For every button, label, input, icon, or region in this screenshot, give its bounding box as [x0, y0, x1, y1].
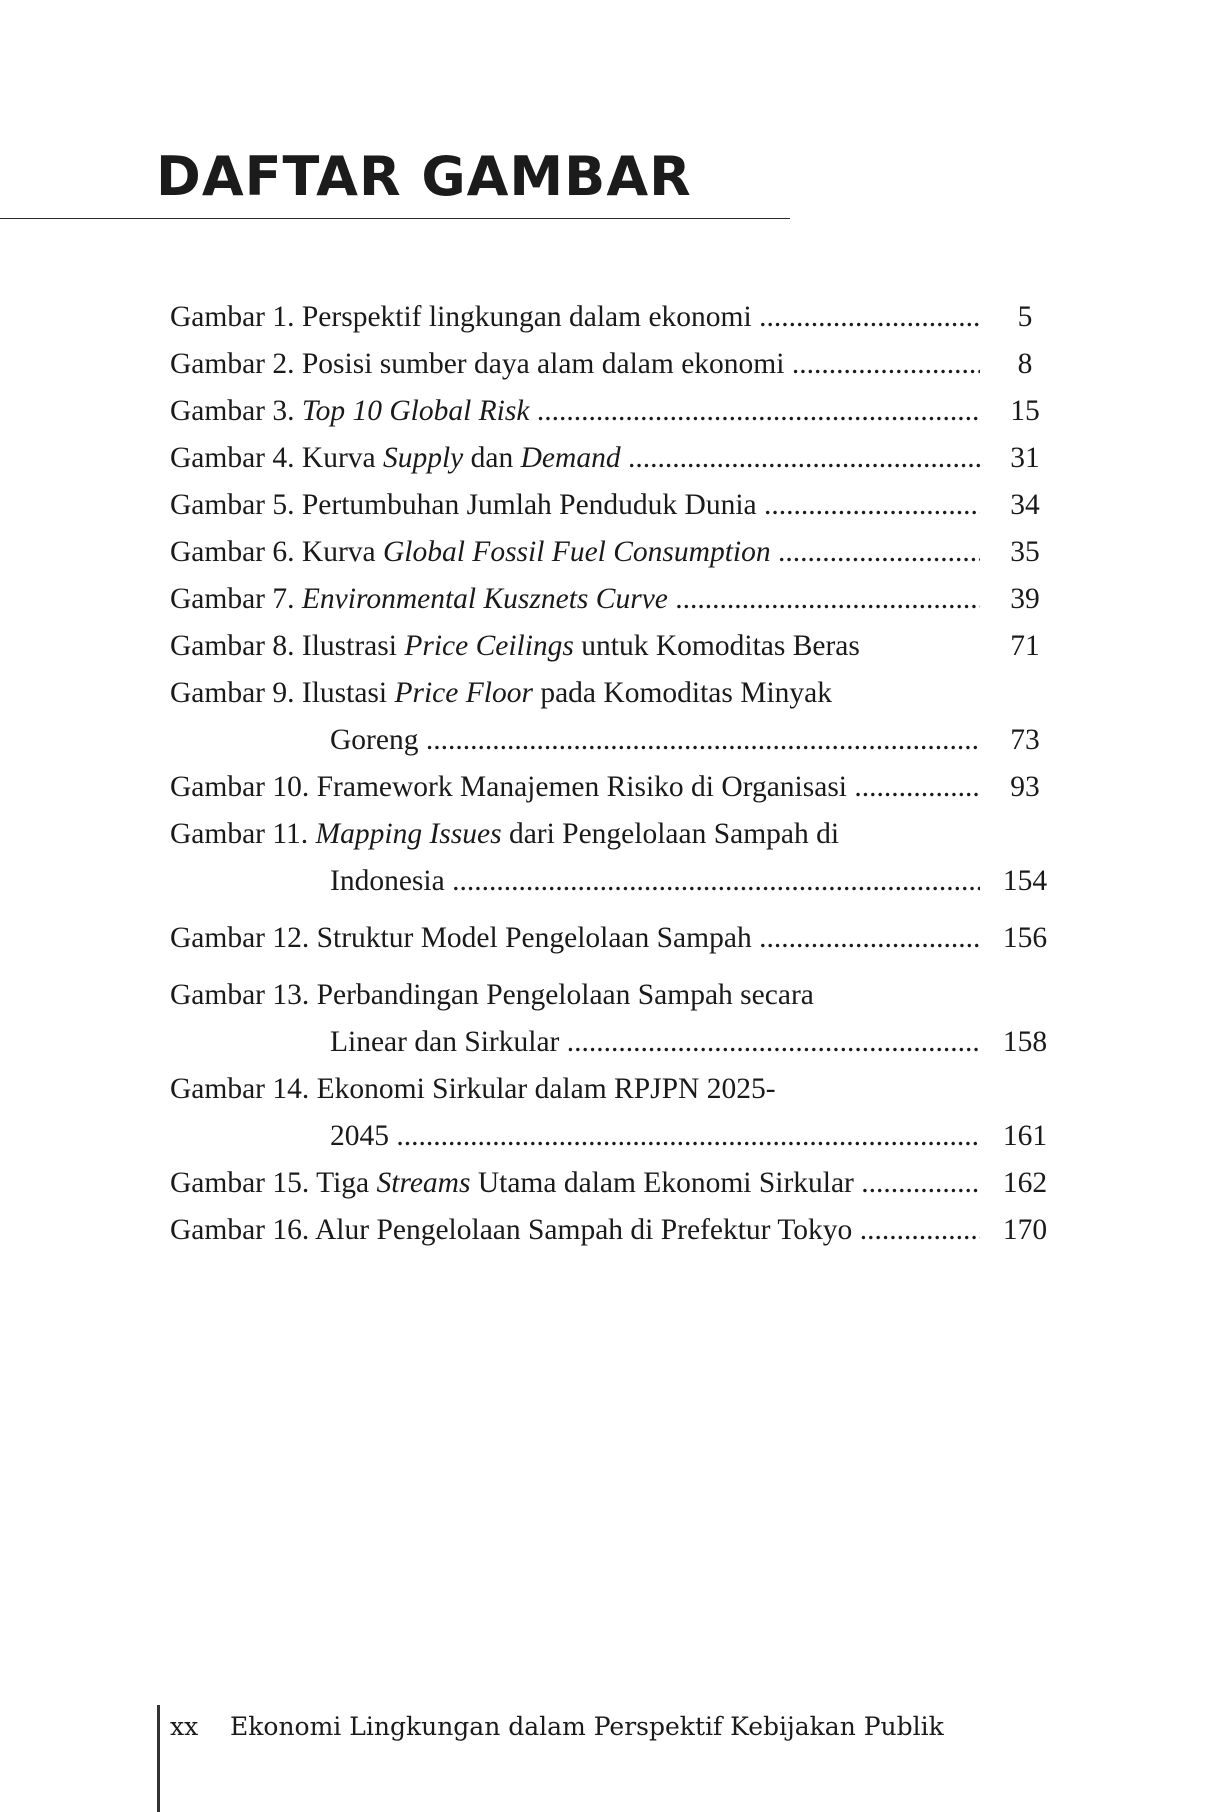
toc-entry-title: Gambar 10. Framework Manajemen Risiko di Organisasi .....: [170, 764, 980, 811]
toc-entry[interactable]: [170, 341, 1070, 388]
toc-entry-page: 31: [1010, 442, 1040, 474]
toc-entry-title: Gambar 4. Kurva Supply dan Demand .....: [170, 435, 980, 482]
toc-entry-page: 73: [1010, 724, 1040, 756]
toc-entry-title: Gambar 13. Perbandingan Pengelolaan Sampah secara: [170, 979, 814, 1011]
toc-entry[interactable]: [170, 294, 1070, 341]
toc-entry-continuation[interactable]: [170, 1113, 1070, 1160]
toc-entry-title: Gambar 3. Top 10 Global Risk .....: [170, 388, 980, 435]
toc-entry-title-continuation: Indonesia .....: [330, 858, 980, 905]
toc-entry-first-line[interactable]: [170, 1066, 1070, 1113]
title-underline: [0, 218, 790, 219]
toc-entry-page: 34: [1010, 489, 1040, 521]
toc-entry-title: Gambar 12. Struktur Model Pengelolaan Sampah .....: [170, 915, 980, 962]
toc-entry[interactable]: [170, 1207, 1070, 1254]
toc-entry-title: Gambar 5. Pertumbuhan Jumlah Penduduk Dunia .....: [170, 482, 980, 529]
toc-entry-continuation[interactable]: [170, 858, 1070, 905]
toc-entry-first-line[interactable]: [170, 670, 1070, 717]
toc-entry-title-continuation: Linear dan Sirkular .....: [330, 1019, 980, 1066]
toc-entry-page: 39: [1010, 583, 1040, 615]
toc-entry-continuation[interactable]: [170, 1019, 1070, 1066]
toc-entry-title: Gambar 2. Posisi sumber daya alam dalam ekonomi .....: [170, 341, 980, 388]
toc-entry-title: Gambar 1. Perspektif lingkungan dalam ekonomi .....: [170, 294, 980, 341]
toc-entry-page: 15: [1010, 395, 1040, 427]
running-footer: [170, 1712, 944, 1741]
toc-entry[interactable]: [170, 388, 1070, 435]
toc-entry-page: 161: [1002, 1120, 1048, 1152]
toc-entry[interactable]: [170, 764, 1070, 811]
footer-book-title: Ekonomi Lingkungan dalam Perspektif Kebijakan Publik: [230, 1712, 944, 1741]
toc-entry-title: Gambar 11. Mapping Issues dari Pengelolaan Sampah di: [170, 818, 840, 850]
footer-margin-bar: [157, 1705, 160, 1812]
toc-entry-page: 156: [1002, 922, 1048, 954]
toc-entry-title: Gambar 15. Tiga Streams Utama dalam Ekonomi Sirkular .....: [170, 1160, 980, 1207]
toc-entry-title-continuation: 2045 .....: [330, 1113, 980, 1160]
page-title: DAFTAR GAMBAR: [156, 145, 692, 208]
toc-entry[interactable]: [170, 576, 1070, 623]
toc-entry-title-continuation: Goreng .....: [330, 717, 980, 764]
toc-entry-continuation[interactable]: [170, 717, 1070, 764]
toc-entry-page: 158: [1002, 1026, 1048, 1058]
toc-entry-page: 154: [1002, 865, 1048, 897]
toc-entry-title: Gambar 9. Ilustasi Price Floor pada Komoditas Minyak: [170, 677, 833, 709]
toc-entry[interactable]: [170, 529, 1070, 576]
toc-entry-title: Gambar 8. Ilustrasi Price Ceilings untuk Komoditas Beras: [170, 630, 860, 662]
toc-entry-first-line[interactable]: [170, 972, 1070, 1019]
toc-entry-first-line[interactable]: [170, 811, 1070, 858]
toc-entry-page: 71: [1010, 630, 1040, 662]
toc-entry[interactable]: [170, 1160, 1070, 1207]
toc-entry[interactable]: [170, 915, 1070, 962]
toc-entry-page: 170: [1002, 1214, 1048, 1246]
toc-entry-title: Gambar 16. Alur Pengelolaan Sampah di Prefektur Tokyo .....: [170, 1207, 980, 1254]
toc-entry-title: Gambar 7. Environmental Kusznets Curve .....: [170, 576, 980, 623]
toc-entry-page: 35: [1010, 536, 1040, 568]
toc-entry-page: 162: [1002, 1167, 1048, 1199]
toc-entry[interactable]: [170, 482, 1070, 529]
footer-page-number: xx: [170, 1712, 199, 1741]
toc-entry-page: 5: [1017, 301, 1033, 333]
toc-entry[interactable]: [170, 435, 1070, 482]
toc-entry-title: Gambar 6. Kurva Global Fossil Fuel Consumption .....: [170, 529, 980, 576]
toc-entry-page: 8: [1017, 348, 1033, 380]
toc-entry[interactable]: [170, 623, 1070, 670]
toc-entry-page: 93: [1010, 771, 1040, 803]
figure-list: [170, 294, 1070, 1254]
toc-entry-title: Gambar 14. Ekonomi Sirkular dalam RPJPN 2025-: [170, 1073, 776, 1105]
